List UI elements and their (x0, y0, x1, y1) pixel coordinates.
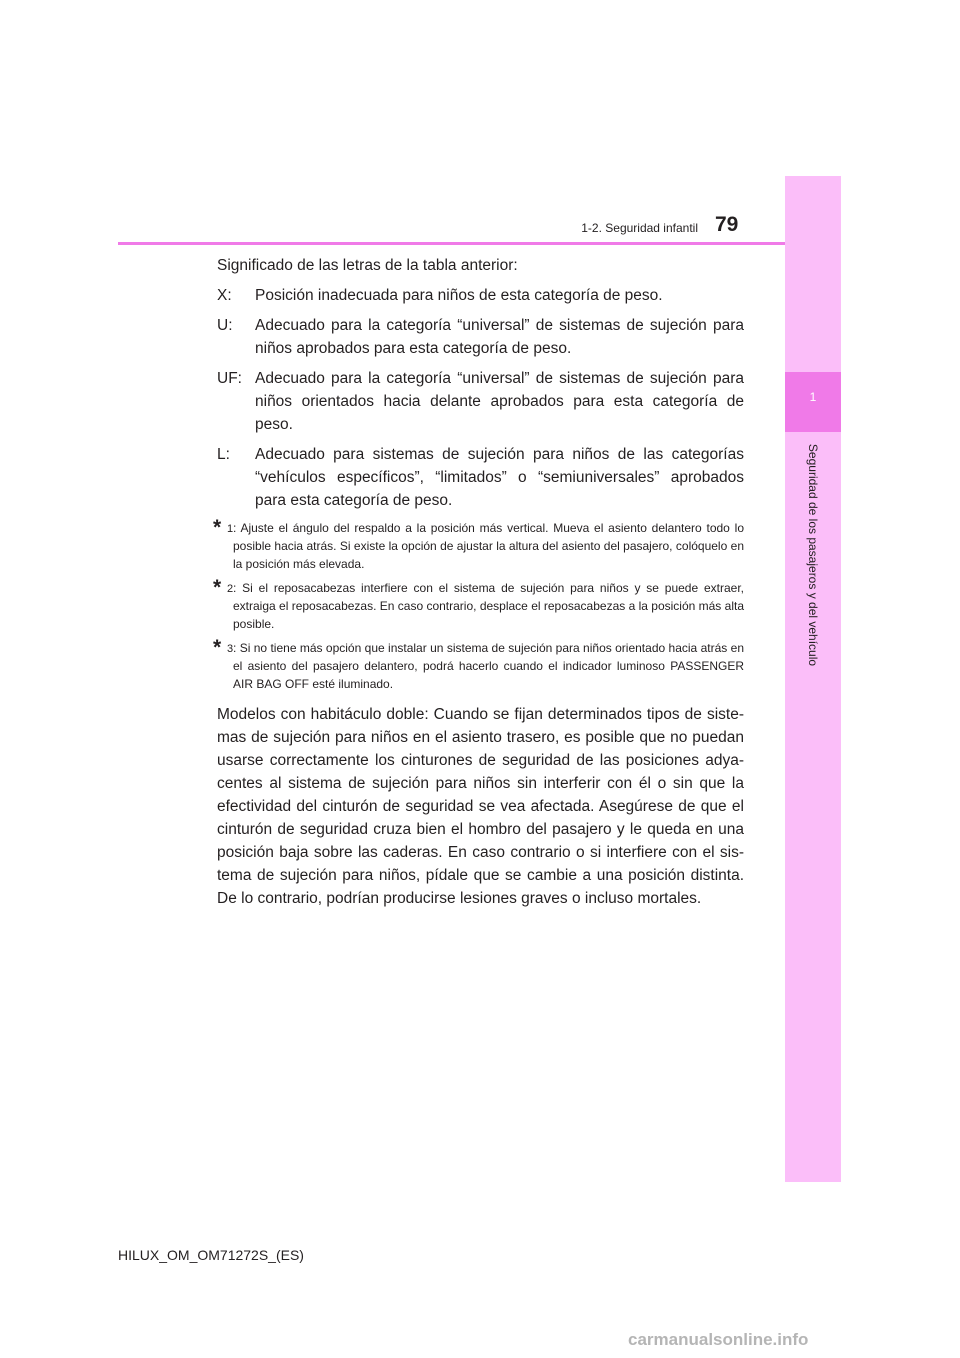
asterisk-icon: * (213, 516, 222, 539)
page-number: 79 (715, 213, 739, 236)
document-code: HILUX_OM_OM71272S_(ES) (118, 1247, 304, 1263)
legend-item-uf (217, 367, 744, 436)
header-rule (118, 242, 785, 245)
legend-text: Adecuado para la categoría “universal” de sistemas de sujeción para niños orientados hacia delante aprobados para esta categoría de peso. (255, 370, 744, 433)
footnote-1 (213, 516, 744, 573)
footnote-text: : Ajuste el ángulo del respaldo a la posición más vertical. Mueva el asiento delantero todo lo posible hacia atrás. Si existe la opción de ajustar la altura del asiento del pasajero, colóquelo en la posición más elevada. (233, 521, 744, 571)
footnote-3 (213, 636, 744, 693)
asterisk-icon: * (213, 636, 222, 659)
chapter-title: Seguridad de los pasajeros y del vehículo (806, 443, 820, 667)
footnote-number: 3 (227, 643, 234, 655)
double-cab-paragraph: Modelos con habitáculo doble: Cuando se fijan determinados tipos de sistemas de sujeción para niños en el asiento trasero, es posible que no puedan usarse correctamente los cinturones de seguridad de las posiciones adyacentes al sistema de sujeción para niños sin interferir con él o sin que la efectividad del cinturón de seguridad se vea afectada. Asegúrese de que el cinturón de seguridad cruza bien el hombro del pasajero y le queda en una posición baja sobre las caderas. En caso contrario o si interfiere con el sistema de sujeción para niños, pídale que se cambie a una posición distinta. De lo contrario, podrían producirse lesiones graves o incluso mortales. (217, 706, 744, 907)
footnote-marker (213, 576, 255, 633)
chapter-side-tab (785, 176, 841, 1182)
footnote-number: 2 (227, 583, 234, 595)
footnote-marker (213, 636, 255, 693)
legend-text: Adecuado para sistemas de sujeción para niños de las categorías “vehículos específicos”, “limitados” o “semiuniversales” aprobados para esta categoría de peso. (255, 446, 744, 509)
footnote-text: : Si no tiene más opción que instalar un sistema de sujeción para niños orientado hacia atrás en el asiento del pasajero delantero, podrá hacerlo cuando el indicador luminoso PASSENGER AIR BAG OFF esté iluminado. (233, 641, 744, 691)
footnotes (213, 516, 744, 693)
chapter-number: 1 (809, 390, 817, 404)
legend-text: Posición inadecuada para niños de esta categoría de peso. (255, 287, 663, 304)
legend-key: X: (217, 287, 232, 304)
legend-item-x (217, 284, 744, 307)
page-content (213, 254, 744, 910)
legend-text: Adecuado para la categoría “universal” de sistemas de sujeción para niños aprobados para esta categoría de peso. (255, 317, 744, 357)
footnote-text: : Si el reposacabezas interfiere con el sistema de sujeción para niños y se puede extraer, extraiga el reposacabezas. En caso contrario, desplace el reposacabezas a la posición más alta posible. (233, 581, 744, 631)
footnote-number: 1 (227, 523, 234, 535)
legend-intro: Significado de las letras de la tabla anterior: (217, 257, 518, 274)
legend-key: U: (217, 317, 233, 334)
footnote-2 (213, 576, 744, 633)
legend-key: L: (217, 446, 230, 463)
legend-item-u (217, 314, 744, 360)
footnote-marker (213, 516, 255, 573)
watermark: carmanualsonline.info (628, 1330, 809, 1349)
asterisk-icon: * (213, 576, 222, 599)
legend-item-l (217, 443, 744, 512)
legend-key: UF: (217, 370, 242, 387)
section-title: 1-2. Seguridad infantil (581, 221, 698, 235)
